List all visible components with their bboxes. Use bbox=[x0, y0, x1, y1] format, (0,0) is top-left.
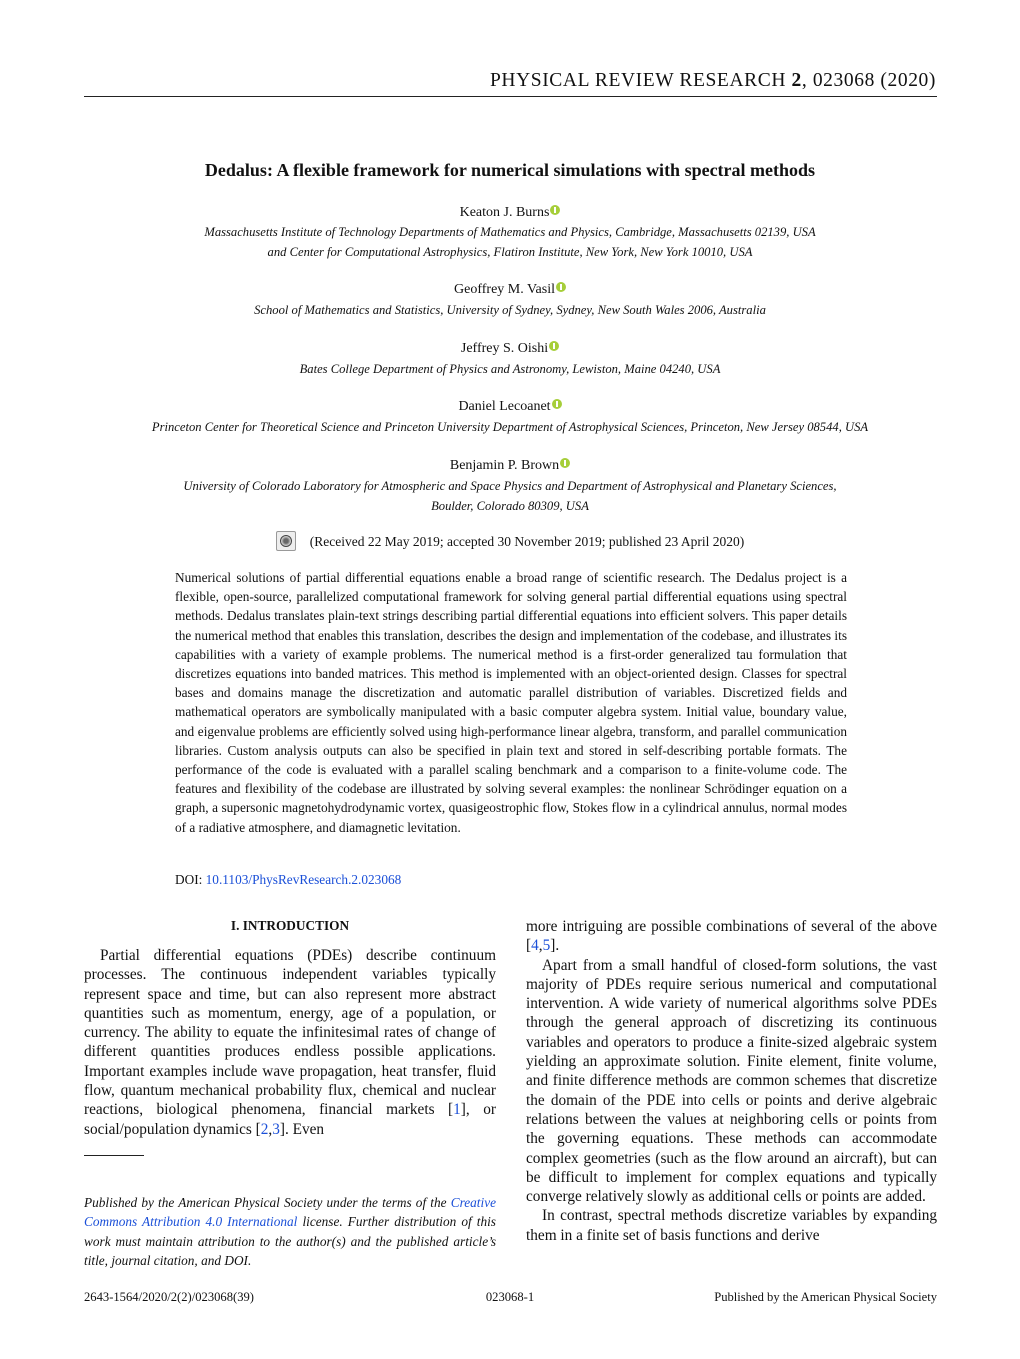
header-rule bbox=[84, 96, 937, 97]
journal-name: PHYSICAL REVIEW RESEARCH bbox=[489, 70, 787, 91]
author-name: Geoffrey M. Vasil bbox=[0, 282, 1020, 298]
author-name: Keaton J. Burns bbox=[0, 205, 1020, 221]
doi-line: DOI: 10.1103/PhysRevResearch.2.023068 bbox=[175, 872, 402, 887]
right-column bbox=[526, 917, 937, 1245]
orcid-icon[interactable] bbox=[550, 205, 560, 215]
author-name: Jeffrey S. Oishi bbox=[0, 341, 1020, 357]
author-name: Daniel Lecoanet bbox=[0, 399, 1020, 415]
page-number: 023068-1 bbox=[485, 1290, 535, 1304]
orcid-icon[interactable] bbox=[552, 399, 562, 409]
orcid-icon[interactable] bbox=[549, 341, 559, 351]
citation-link[interactable]: 4 bbox=[531, 937, 539, 955]
citation-link[interactable]: 2 bbox=[260, 1120, 269, 1138]
journal-header bbox=[490, 70, 936, 92]
paragraph: Apart from a small handful of closed-form solutions, the vast majority of PDEs require serious numerical and computational intervention. A wide variety of numerical algorithms solve PDEs through the general approach of discretizing its continuous variables and operators to produce a finite-sized algebraic system yielding an approximate solution. Finite element, finite volume, and finite difference methods are common schemes that discretize the domain of the PDE into cells or points and derive algebraic relations between the values at neighboring cells or points from the governing equations. These methods can accommodate complex geometries (such as the flow around an aircraft), but can be difficult to implement for complex equations and typically converge relatively slowly as additional cells or points are added. bbox=[526, 956, 937, 1206]
received-dates: (Received 22 May 2019; accepted 30 November 2019; published 23 April 2020) bbox=[0, 531, 1020, 551]
author-affiliation: Bates College Department of Physics and Astronomy, Lewiston, Maine 04240, USA bbox=[299, 362, 721, 376]
doi-link[interactable]: 10.1103/PhysRevResearch.2.023068 bbox=[205, 872, 402, 887]
orcid-icon[interactable] bbox=[556, 282, 566, 292]
paper-title: Dedalus: A flexible framework for numerical simulations with spectral methods bbox=[204, 160, 816, 180]
citation-link[interactable]: 3 bbox=[272, 1120, 280, 1138]
journal-volume: 2 bbox=[791, 70, 802, 91]
footer-issn: 2643-1564/2020/2(2)/023068(39) bbox=[84, 1290, 254, 1304]
left-column bbox=[84, 946, 496, 1139]
article-info: , 023068 (2020) bbox=[801, 70, 936, 91]
paragraph: Partial differential equations (PDEs) describe continuum processes. The continuous independent variables typically represent space and time, but can also represent more abstract quantities such as momentum, energy, age of a population, or currency. The ability to equate the infinitesimal rates of change of different quantities produces endless possible applications. Important examples include wave propagation, heat transfer, fluid flow, quantum mechanical probability flux, chemical and nuclear reactions, biological phenomena, financial markets [1], or social/population dynamics [2,3]. Even bbox=[84, 947, 496, 1138]
author-affiliation: Massachusetts Institute of Technology Departments of Mathematics and Physics, Cambridge, Massachusetts 02139, USA and Center for Computational Astrophysics, Flatiron Institute, New York, New York 10010, USA bbox=[204, 225, 816, 259]
author-name: Benjamin P. Brown bbox=[0, 458, 1020, 474]
citation-link[interactable]: 1 bbox=[453, 1101, 461, 1119]
author-affiliation: University of Colorado Laboratory for Atmospheric and Space Physics and Department of Astrophysical and Planetary Sciences, Boulder, Colorado 80309, USA bbox=[183, 479, 837, 513]
license-footnote: Published by the American Physical Society under the terms of the Creative Commons Attribution 4.0 International license. Further distribution of this work must maintain attribution to the author(s) and the published article’s title, journal citation, and DOI. bbox=[84, 1195, 496, 1268]
check-for-updates-icon[interactable] bbox=[276, 531, 296, 551]
section-heading: I. INTRODUCTION bbox=[230, 918, 350, 933]
author-affiliation: Princeton Center for Theoretical Science and Princeton University Department of Astrophysical Sciences, Princeton, New Jersey 08544, USA bbox=[151, 420, 869, 434]
paragraph: In contrast, spectral methods discretize variables by expanding them in a finite set of basis functions and derive bbox=[526, 1207, 937, 1244]
author-affiliation: School of Mathematics and Statistics, University of Sydney, Sydney, New South Wales 2006, Australia bbox=[254, 303, 766, 317]
footer-publisher: Published by the American Physical Society bbox=[714, 1290, 937, 1304]
paragraph: more intriguing are possible combinations of several of the above [4,5]. bbox=[526, 918, 937, 955]
orcid-icon[interactable] bbox=[560, 458, 570, 468]
citation-link[interactable]: 5 bbox=[542, 937, 551, 955]
abstract: Numerical solutions of partial differential equations enable a broad range of scientific research. The Dedalus project is a flexible, open-source, parallelized computational framework for solving general partial differential equations using spectral methods. Dedalus translates plain-text strings describing partial differential equations into efficient solvers. This paper details the numerical method that enables this translation, describes the design and implementation of the codebase, and illustrates its capabilities with a variety of example problems. The numerical method is a first-order generalized tau formulation that discretizes equations into banded matrices. This method is implemented with an object-oriented design. Classes for spectral bases and domains manage the discretization and automatic parallel distribution of variables. Discretized fields and mathematical operators are symbolically manipulated with a basic computer algebra system. Initial value, boundary value, and eigenvalue problems are efficiently solved using high-performance linear algebra, transform, and parallel communication libraries. Custom analysis outputs can also be specified in plain text and stored in self-describing portable formats. The performance of the code is evaluated with a parallel scaling benchmark and a comparison to a finite-volume code. The features and flexibility of the codebase are illustrated by solving several examples: the nonlinear Schrödinger equation on a graph, a supersonic magnetohydrodynamic vortex, quasigeostrophic flow, Stokes flow in a cylindrical annulus, normal modes of a radiative atmosphere, and diamagnetic levitation. bbox=[175, 570, 847, 835]
footnote-rule bbox=[84, 1155, 144, 1156]
license-link[interactable]: Creative Commons Attribution 4.0 International bbox=[84, 1195, 496, 1230]
